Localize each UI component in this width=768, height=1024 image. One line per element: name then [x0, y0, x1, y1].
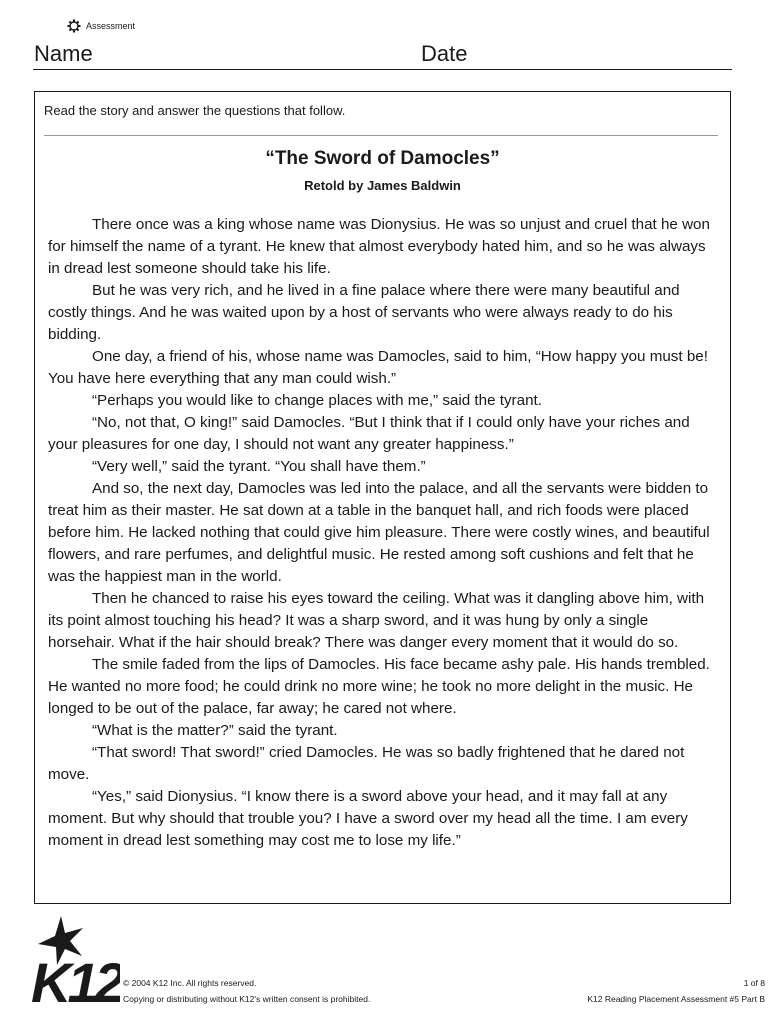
story-paragraph: There once was a king whose name was Dionysius. He was so unjust and cruel that he won for himself the name of a tyrant. He knew that almost everybody hated him, and so he was always in dread lest someone should take his life.: [48, 216, 710, 277]
footer-right: [587, 975, 765, 1007]
story-paragraph: “Very well,” said the tyrant. “You shall have them.”: [92, 458, 426, 475]
document-title: K12 Reading Placement Assessment #5 Part B: [587, 994, 765, 1004]
story-byline: Retold by James Baldwin: [304, 178, 461, 193]
story-paragraph: “Yes,” said Dionysius. “I know there is a sword above your head, and it may fall at any moment. But why should that trouble you? I have a sword over my head all the time. I am every moment in dread lest something may cost me to lose my life.”: [48, 788, 688, 849]
story-paragraph: “Perhaps you would like to change places with me,” said the tyrant.: [92, 392, 542, 409]
k12-logo: [28, 914, 120, 1006]
gear-icon: [67, 19, 81, 33]
story-paragraph: “No, not that, O king!” said Damocles. “But I think that if I could only have your riches and your pleasures for one day, I should not want any greater happiness.”: [48, 414, 690, 453]
story-paragraph: “What is the matter?” said the tyrant.: [92, 722, 338, 739]
copying-notice: Copying or distributing without K12's written consent is prohibited.: [123, 994, 371, 1004]
story-body: [48, 214, 718, 852]
assessment-label: Assessment: [86, 21, 136, 31]
copyright-text: © 2004 K12 Inc. All rights reserved.: [123, 978, 257, 988]
story-paragraph: And so, the next day, Damocles was led into the palace, and all the servants were bidden to treat him as their master. He sat down at a table in the banquet hall, and rich foods were placed before him. He lacked nothing that could give him pleasure. There were costly wines, and beautiful flowers, and rare perfumes, and delightful music. He rested among soft cushions and felt that he was the happiest man in the world.: [48, 480, 710, 585]
story-paragraph: “That sword! That sword!” cried Damocles. He was so badly frightened that he dared not move.: [48, 744, 685, 783]
page-number: 1 of 8: [743, 978, 765, 988]
story-paragraph: The smile faded from the lips of Damocles. His face became ashy pale. His hands trembled. He wanted no more food; he could drink no more wine; he took no more delight in the music. He longed to be out of the palace, far away; he cared not where.: [48, 656, 710, 717]
footer-left: [123, 975, 370, 1007]
name-date-line: [33, 41, 732, 70]
date-label: Date: [421, 41, 468, 66]
story-title: “The Sword of Damocles”: [265, 148, 500, 169]
story-paragraph: But he was very rich, and he lived in a fine palace where there were many beautiful and costly things. And he was waited upon by a host of servants who were always ready to do his bidding.: [48, 282, 680, 343]
assessment-header: [67, 19, 135, 33]
name-label: Name: [34, 41, 93, 66]
svg-text:K12: K12: [31, 951, 120, 1006]
instructions-divider: [44, 135, 718, 136]
instructions: Read the story and answer the questions that follow.: [44, 103, 346, 118]
story-paragraph: Then he chanced to raise his eyes toward the ceiling. What was it dangling above him, with its point almost touching his head? It was a sharp sword, and it was hung by only a single horsehair. What if the hair should break? There was danger every moment that it would do so.: [48, 590, 705, 651]
story-paragraph: One day, a friend of his, whose name was Damocles, said to him, “How happy you must be! You have here everything that any man could wish.”: [48, 348, 708, 387]
story-box: [34, 91, 731, 904]
